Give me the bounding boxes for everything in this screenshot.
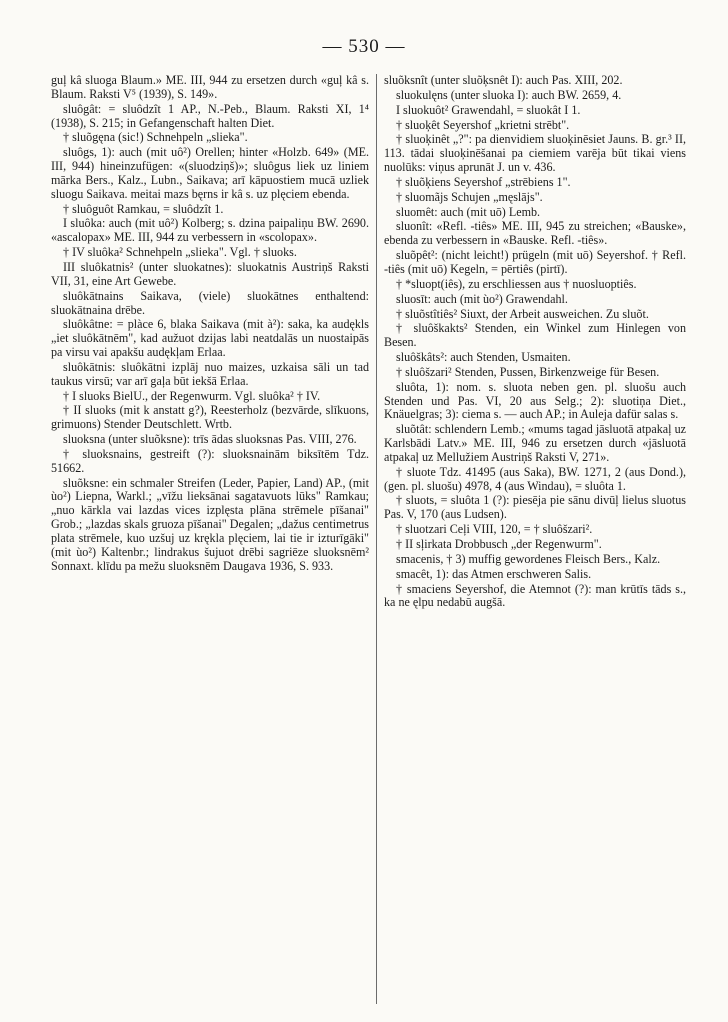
dictionary-entry: sluôkâtne: = plàce 6, blaka Saikava (mit à²): saka, ka audękls „iet sluôkātnēm", kad aužuot dzijas labi neatdalās un nuostaipās pa virsu vai apakšu audękļam Erlaa.	[51, 317, 369, 360]
dictionary-entry: smacêt, 1): das Atmen erschweren Salis.	[396, 566, 592, 581]
dictionary-entry: † sluoksnains, gestreift (?): sluoksnainām biksītēm Tdz. 51662.	[51, 446, 369, 475]
page-number: — 530 —	[322, 36, 406, 57]
dictionary-entry: sluosīt: auch (mit ùo²) Grawendahl.	[396, 291, 568, 306]
dictionary-entry: sluôkātnains Saikava, (viele) sluokātnes enthaltend: sluokātnaina drēbe.	[51, 288, 369, 317]
dictionary-entry: † sluomãjs Schujen „męslājs".	[396, 189, 543, 204]
dictionary-entry: † I sluoks BielU., der Regenwurm. Vgl. sluôka² † IV.	[63, 388, 321, 403]
column-divider	[376, 74, 377, 1004]
dictionary-entry: † sluots, = sluôta 1 (?): piesēja pie sānu divūļ lielus sluotus Pas. V, 170 (aus Ludsen).	[384, 493, 686, 522]
dictionary-entry: † sluôškakts² Stenden, ein Winkel zum Hinlegen von Besen.	[384, 321, 686, 350]
dictionary-entry: † II sluoks (mit k anstatt g?), Reesterholz (bezvārde, slīkuons, grimuons) Stender Deutschlett. Wrtb.	[51, 403, 369, 432]
dictionary-entry: I sluokuôt² Grawendahl, = sluokât I 1.	[396, 102, 581, 117]
dictionary-entry: † sluote Tdz. 41495 (aus Saka), BW. 1271, 2 (aus Dond.), (gen. pl. sluošu) 4978, 4 (aus Windau), = sluôta 1.	[384, 464, 686, 493]
dictionary-entry: † *sluopt(iês), zu erschliessen aus † nuosluoptiês.	[396, 276, 637, 291]
dictionary-entry: sluôškâts²: auch Stenden, Usmaiten.	[396, 350, 571, 365]
dictionary-entry: † sluotzari Ceļi VIII, 120, = † sluôšzari².	[396, 522, 593, 537]
dictionary-entry: † sluõgęna (sic!) Schnehpeln „slieka".	[63, 130, 248, 145]
dictionary-entry: III sluôkatnis² (unter sluokatnes): sluokatnis Austriņš Raksti VII, 31, eine Art Gewebe.	[51, 259, 369, 288]
dictionary-entry: sluôkātnis: sluôkātni izplāj nuo maizes, uzkaisa sāli un tad taukus virsū; var arī gaļa būt iekšā Erlaa.	[51, 359, 369, 388]
dictionary-entry: † II sļirkata Drobbusch „der Regenwurm".	[396, 537, 602, 551]
dictionary-entry: sluõtât: schlendern Lemb.; «mums tagad jāsluotā atpakaļ uz Karlsbādi Latv.» ME. III, 946 zu ersetzen durch «jāsluotā atpakaļ uz Mellužiem Austriņš Raksti V, 271».	[384, 422, 686, 464]
dictionary-entry: sluomêt: auch (mit uō) Lemb.	[396, 204, 541, 219]
dictionary-entry: † sluoķinêt „?": pa dienvidiem sluoķinēsiet Jauns. B. gr.³ II, 113. tādai sluoķinēšanai pa ciemiem varēja būt tikai viens nuolūks: viņus aprunāt J. un v. 436.	[384, 132, 686, 175]
dictionary-entry: † sluõķiens Seyershof „strēbiens 1".	[396, 174, 571, 189]
dictionary-entry: sluôta, 1): nom. s. sluota neben gen. pl. sluošu auch Stenden und Pas. VI, 20 aus Selg.; 2): sluotiņa Diet., Knäuelgras; 3): ciema s. — auch AP.; in Auleja dafür salas s.	[384, 379, 686, 422]
dictionary-entry: sluôgât: = sluôdzît 1 AP., N.-Peb., Blaum. Raksti XI, 1⁴ (1938), S. 215; in Gefangenschaft halten Diet.	[51, 101, 369, 130]
dictionary-entry: smacenis, † 3) muffig gewordenes Fleisch Bers., Kalz.	[396, 551, 661, 566]
dictionary-entry: sluonît: «Refl. -tiês» ME. III, 945 zu streichen; «Bauske», ebenda zu verbessern in «Bauske. Refl. -tiês».	[384, 219, 686, 248]
dictionary-entry: sluõksnît (unter sluõķsnêt I): auch Pas. XIII, 202.	[384, 73, 623, 87]
dictionary-entry: † sluõstîtiês² Siuxt, der Arbeit ausweichen. Zu sluõt.	[396, 306, 649, 321]
dictionary-entry: † smaciens Seyershof, die Atemnot (?): man krūtīs tāds s., ka ne ęlpu nedabū augšā.	[384, 581, 686, 610]
right-column	[384, 74, 686, 611]
dictionary-entry: I sluôka: auch (mit uô²) Kolberg; s. dzina paipaliņu BW. 2690. «ascalopax» ME. III, 944 zu verbessern in «scolopax».	[51, 216, 369, 245]
dictionary-entry: † sluôšzari² Stenden, Pussen, Birkenzweige für Besen.	[396, 364, 660, 379]
dictionary-entry: sluõpêt²: (nicht leicht!) prügeln (mit uō) Seyershof. † Refl. -tiês (mit uō) Kegeln, = pērtiês (pirtī).	[384, 248, 686, 276]
dictionary-entry: guļ kâ sluoga Blaum.» ME. III, 944 zu ersetzen durch «guļ kâ s. Blaum. Raksti V⁵ (1939), S. 149».	[51, 73, 369, 101]
dictionary-entry: † sluôguôt Ramkau, = sluôdzît 1.	[63, 201, 224, 216]
dictionary-entry: sluokulęns (unter sluoka I): auch BW. 2659, 4.	[396, 87, 622, 102]
dictionary-entry: sluõksne: ein schmaler Streifen (Leder, Papier, Land) AP., (mit ùo²) Liepna, Warkl.; „vīžu lieksānai sagatavuots lūks" Ramkau; „nuo kārkla vai lazdas vices izplęsta plāna strēmele pīšanai" Grob.; „lazdas skals gruoza pīšanai" Degalen; „dažus centimetrus plata strēmele, kuo uzšuj uz krękla plęciem, lai tie ir izturīgāki" (mit ùo²) Kaltenbr.; lindrakus šujuot drēbi sagriēze sluoksnēm² Sonnaxt. klīdu pa mežu sluoksnēm Daugava 1936, S. 933.	[51, 475, 369, 573]
left-column	[51, 74, 369, 575]
dictionary-entry: † IV sluôka² Schnehpeln „slieka". Vgl. † sluoks.	[63, 245, 297, 260]
dictionary-entry: † sluoķêt Seyershof „krietni strēbt".	[396, 117, 570, 132]
dictionary-entry: sluôgs, 1): auch (mit uô²) Orellen; hinter «Holzb. 649» (ME. III, 944) hineinzufügen: «(sluodziņš)»; sluôgus liek uz liniem mārka Bers., Kalz., Lubn., Saikava; arī kāpuostiem mucā uzliek sluogu Saikava. meitai mazs bęrns ir kâ s. uz plęciem ebenda.	[51, 145, 369, 201]
dictionary-entry: sluoksna (unter sluõksne): trīs ādas sluoksnas Pas. VIII, 276.	[63, 432, 357, 447]
